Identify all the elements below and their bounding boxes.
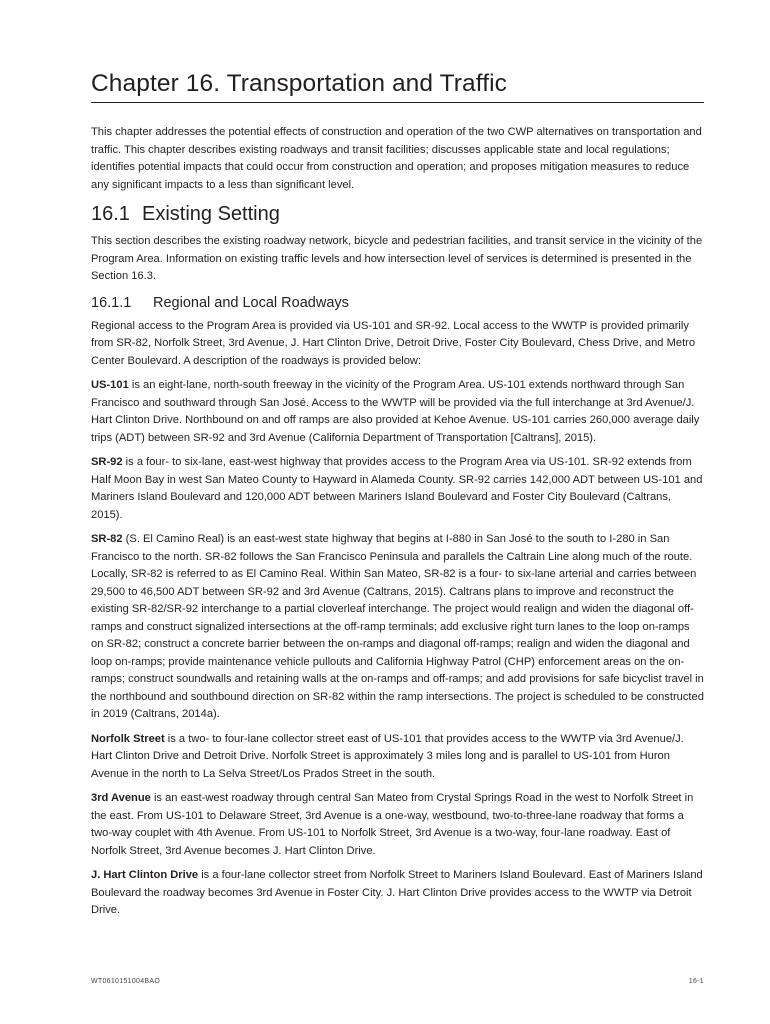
section-number: 16.1 (91, 203, 130, 225)
roadway-description: is a four-lane collector street from Norfolk Street to Mariners Island Boulevard. East of Mariners Island Boulevard the roadway becomes 3rd Avenue in Foster City. J. Hart Clinton Drive provides access to the WWTP via Detroit Drive. (91, 869, 703, 916)
roadway-description: is an eight-lane, north-south freeway in the vicinity of the Program Area. US-101 extends northward through San Francisco and southward through San José. Access to the WWTP will be provided via the full interchange at 3rd Avenue/J. Hart Clinton Drive. Northbound on and off ramps are also provided at Kehoe Avenue. US-101 carries 260,000 average daily trips (ADT) between SR-92 and 3rd Avenue (California Department of Transportation [Caltrans], 2015). (91, 379, 700, 444)
footer-page-number: 16-1 (688, 978, 704, 985)
roadway-name: Norfolk Street (91, 732, 165, 745)
footer-doc-id: WT0610151004BAO (91, 978, 161, 985)
chapter-title: Chapter 16. Transportation and Traffic (91, 68, 704, 103)
document-body (91, 124, 704, 927)
roadway-description: is a two- to four-lane collector street east of US-101 that provides access to the WWTP via 3rd Avenue/J. Hart Clinton Drive and Detroit Drive. Norfolk Street is approximately 3 miles long and is parallel to US-101 from Huron Avenue in the north to La Selva Street/Los Prados Street in the south. (91, 732, 684, 780)
subsection-title: Regional and Local Roadways (153, 294, 349, 311)
section-16-1-paragraph: This section describes the existing roadway network, bicycle and pedestrian facilities, and transit service in the vicinity of the Program Area. Information on existing traffic levels and how intersection level of services is determined is presented in the Section 16.3. (91, 235, 703, 282)
section-title: Existing Setting (142, 203, 280, 225)
intro-paragraph: This chapter addresses the potential effects of construction and operation of the two CWP alternatives on transportation and traffic. This chapter describes existing roadways and transit facilities; discusses applicable state and local regulations; identifies potential impacts that could occur from construction and operation; and proposes mitigation measures to reduce any significant impacts to a less than significant level. (91, 126, 702, 191)
roadway-paragraph-norfolk-street (91, 731, 704, 784)
roadway-paragraph-j-hart-clinton-drive (91, 867, 704, 920)
roadway-name: J. Hart Clinton Drive (91, 869, 199, 881)
subsection-number: 16.1.1 (91, 294, 132, 311)
roadway-name: US-101 (91, 379, 129, 391)
roadway-description: is an east-west roadway through central San Mateo from Crystal Springs Road in the west to Norfolk Street in the east. From US-101 to Delaware Street, 3rd Avenue is a one-way, westbound, two-to-three-lane roadway that forms a two-way couplet with 4th Avenue. From US-101 to Norfolk Street, 3rd Avenue is a two-way, four-lane roadway. East of Norfolk Street, 3rd Avenue becomes J. Hart Clinton Drive. (91, 792, 694, 857)
roadway-paragraph-us-101 (91, 377, 704, 447)
roadway-paragraph-3rd-avenue (91, 790, 704, 860)
roadway-paragraph-sr-92 (91, 454, 704, 524)
roadway-name: SR-92 (91, 456, 123, 468)
roadway-name: SR-82 (91, 533, 123, 545)
roadway-description: is a four- to six-lane, east-west highway that provides access to the Program Area via US-101. SR-92 extends from Half Moon Bay in west San Mateo County to Hayward in Alameda County. SR-92 carries 142,000 ADT between US-101 and Mariners Island Boulevard and 120,000 ADT between Mariners Island Boulevard and Foster City Boulevard (Caltrans, 2015). (91, 456, 703, 521)
section-heading-16-1 (91, 201, 704, 227)
section-16-1-1-paragraph: Regional access to the Program Area is provided via US-101 and SR-92. Local access to the WWTP is provided primarily from SR-82, Norfolk Street, 3rd Avenue, J. Hart Clinton Drive, Detroit Drive, Foster City Boulevard, Chess Drive, and Metro Center Boulevard. A description of the roadways is provided below: (91, 319, 696, 367)
section-heading-16-1-1 (91, 293, 704, 313)
roadway-name: 3rd Avenue (91, 792, 151, 804)
roadway-description: (S. El Camino Real) is an east-west state highway that begins at I-880 in San José to the south to I-280 in San Francisco to the north. SR-82 follows the San Francisco Peninsula and parallels the Caltrain Line along much of the route. Locally, SR-82 is referred to as El Camino Real. Within San Mateo, SR-82 is a four- to six-lane arterial and carries between 29,500 to 46,500 ADT between SR-92 and 3rd Avenue (Caltrans, 2015). Caltrans plans to improve and reconstruct the existing SR-82/SR-92 interchange to a partial cloverleaf interchange. The project would realign and widen the diagonal off-ramps and construct signalized intersections at the off-ramp terminals; add exclusive right turn lanes to the loop on-ramps on SR-82; construct a concrete barrier between the on-ramps and diagonal off-ramps; realign and widen the diagonal and loop on-ramps; provide maintenance vehicle pullouts and California Highway Patrol (CHP) enforcement areas on the on-ramps; construct soundwalls and retaining walls at the on-ramps and off-ramps; and add provisions for safe bicyclist travel in the northbound and southbound direction on SR-82 within the ramp intersections. The project is scheduled to be constructed in 2019 (Caltrans, 2014a). (91, 533, 704, 720)
roadway-paragraph-sr-82 (91, 531, 704, 724)
